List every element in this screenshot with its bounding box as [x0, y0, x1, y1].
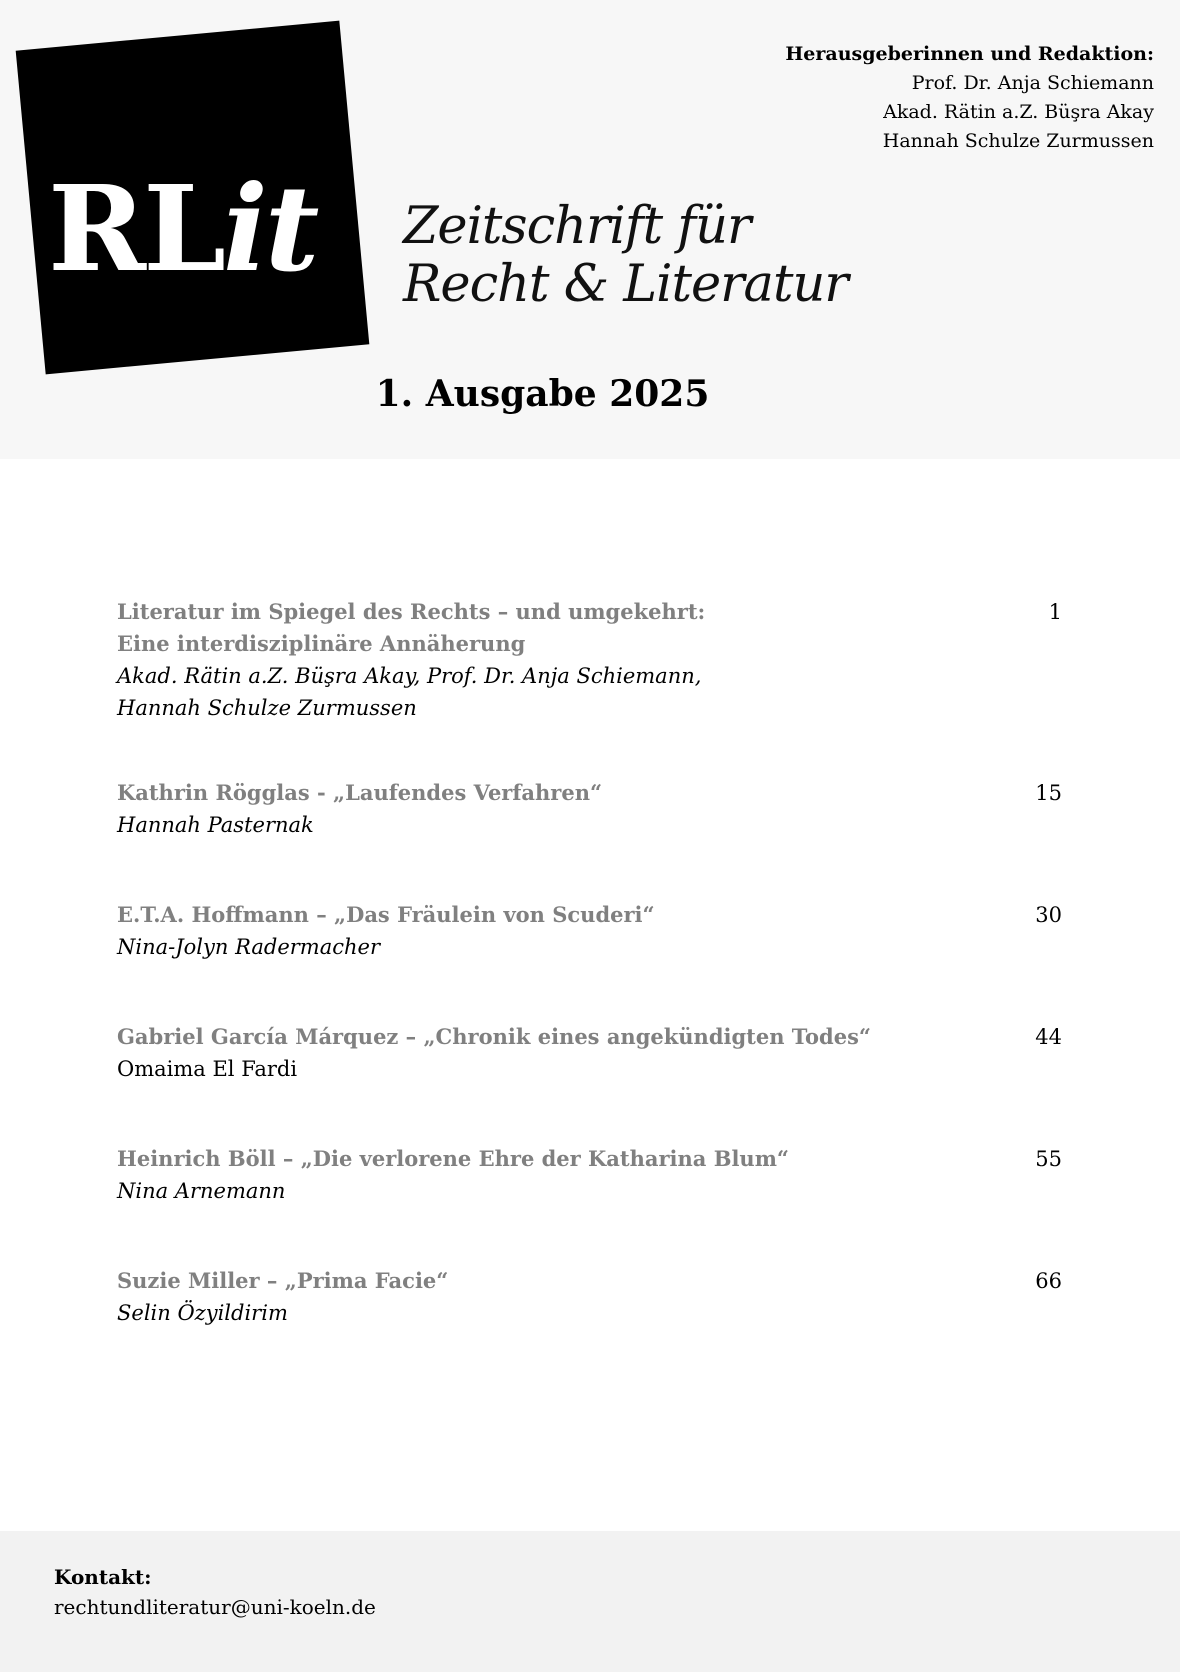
toc-entry-title: Literatur im Spiegel des Rechts – und umgekehrt:: [117, 599, 706, 624]
journal-title-line-1: Zeitschrift für: [403, 197, 751, 256]
toc-entry-page-number: 15: [1035, 781, 1062, 805]
table-of-contents: [117, 596, 1062, 1387]
issue-title: 1. Ausgabe 2025: [375, 373, 710, 415]
editor-name: Prof. Dr. Anja Schiemann: [911, 72, 1154, 94]
toc-entry-author: Hannah Pasternak: [117, 813, 314, 837]
logo-rlit: [48, 159, 317, 298]
contact-email-link[interactable]: rechtundliteratur@uni-koeln.de: [54, 1595, 376, 1619]
toc-entry[interactable]: [117, 777, 1062, 841]
editor-name: Hannah Schulze Zurmussen: [882, 130, 1154, 152]
toc-entry[interactable]: [117, 899, 1062, 963]
logo-text-rl: RL: [48, 159, 224, 298]
toc-entry-page-number: 30: [1035, 903, 1062, 927]
toc-entry-author: Akad. Rätin a.Z. Büşra Akay, Prof. Dr. Anja Schiemann,: [117, 664, 702, 688]
editors-heading: Herausgeberinnen und Redaktion:: [785, 43, 1154, 65]
toc-entry-author: Omaima El Fardi: [117, 1057, 298, 1081]
toc-entry[interactable]: [117, 1021, 1062, 1085]
toc-entry[interactable]: [117, 1143, 1062, 1207]
editors-block: [785, 40, 1154, 156]
toc-entry[interactable]: [117, 596, 1062, 724]
toc-entry-title: E.T.A. Hoffmann – „Das Fräulein von Scuderi“: [117, 902, 655, 927]
toc-entry-author: Selin Özyildirim: [117, 1301, 288, 1325]
toc-entry-title: Gabriel García Márquez – „Chronik eines angekündigten Todes“: [117, 1024, 871, 1049]
journal-title: [403, 198, 848, 314]
journal-title-line-2: Recht & Literatur: [403, 255, 848, 314]
toc-entry-page-number: 44: [1035, 1025, 1062, 1049]
toc-entry-author: Hannah Schulze Zurmussen: [117, 696, 417, 720]
toc-entry[interactable]: [117, 1265, 1062, 1329]
toc-entry-title: Eine interdisziplinäre Annäherung: [117, 631, 526, 656]
toc-entry-title: Suzie Miller – „Prima Facie“: [117, 1268, 449, 1293]
toc-entry-page-number: 66: [1035, 1269, 1062, 1293]
contact-heading: Kontakt:: [54, 1565, 152, 1589]
toc-entry-title: Kathrin Rögglas - „Laufendes Verfahren“: [117, 780, 603, 805]
editor-name: Akad. Rätin a.Z. Büşra Akay: [883, 101, 1154, 123]
toc-entry-page-number: 1: [1048, 600, 1062, 624]
toc-entry-author: Nina-Jolyn Radermacher: [117, 935, 380, 959]
toc-entry-page-number: 55: [1035, 1147, 1062, 1171]
logo-text-it: it: [223, 159, 317, 298]
toc-entry-author: Nina Arnemann: [117, 1179, 286, 1203]
toc-entry-title: Heinrich Böll – „Die verlorene Ehre der Katharina Blum“: [117, 1146, 789, 1171]
